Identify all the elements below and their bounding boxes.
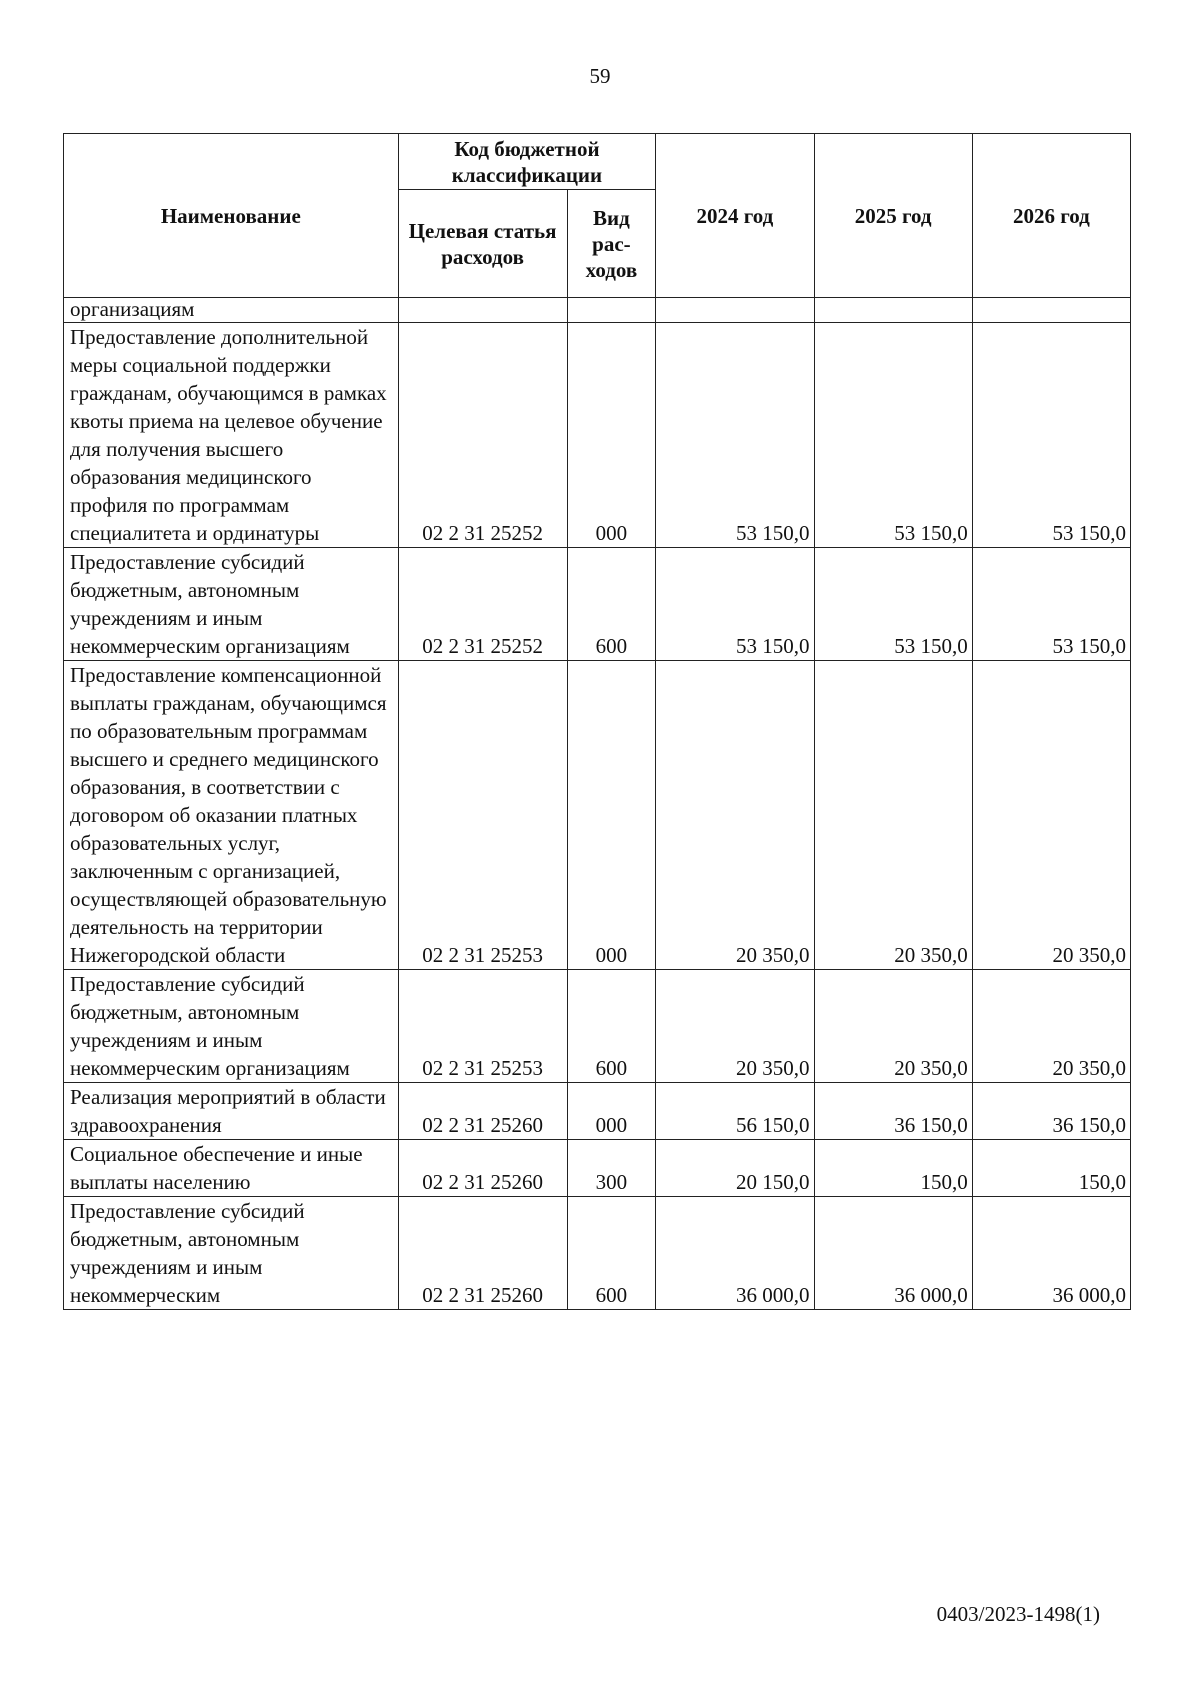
- row-2024: [656, 298, 814, 323]
- row-2026: 20 350,0: [972, 661, 1130, 970]
- row-2026: 36 000,0: [972, 1197, 1130, 1310]
- row-2024: 53 150,0: [656, 323, 814, 548]
- row-code: 02 2 31 25253: [398, 970, 567, 1083]
- row-code: 02 2 31 25252: [398, 323, 567, 548]
- row-2025: 36 000,0: [814, 1197, 972, 1310]
- document-code: 0403/2023-1498(1): [936, 1602, 1100, 1626]
- row-name: Предоставление субсидий бюджетным, автономным учреждениям и иным некоммерческим организациям: [64, 970, 399, 1083]
- header-year-2026: 2026 год: [972, 134, 1130, 298]
- row-2024: 20 350,0: [656, 970, 814, 1083]
- table-row: [64, 1197, 1131, 1310]
- row-2026: 20 350,0: [972, 970, 1130, 1083]
- row-kind: [567, 298, 656, 323]
- header-expense-kind: Вид рас- ходов: [567, 190, 656, 298]
- row-code: 02 2 31 25252: [398, 548, 567, 661]
- table-row: [64, 661, 1131, 970]
- table-row: [64, 1140, 1131, 1197]
- header-name: Наименование: [64, 134, 399, 298]
- row-2025: 150,0: [814, 1140, 972, 1197]
- row-2024: 20 350,0: [656, 661, 814, 970]
- row-kind: 600: [567, 970, 656, 1083]
- budget-table: [63, 133, 1131, 1310]
- row-2025: 20 350,0: [814, 661, 972, 970]
- table-row: [64, 970, 1131, 1083]
- row-name: Предоставление субсидий бюджетным, автономным учреждениям и иным некоммерческим: [64, 1197, 399, 1310]
- row-code: 02 2 31 25260: [398, 1140, 567, 1197]
- row-2026: 36 150,0: [972, 1083, 1130, 1140]
- row-kind: 600: [567, 548, 656, 661]
- row-name: Предоставление компенсационной выплаты гражданам, обучающимся по образовательным программам высшего и среднего медицинского образования, в соответствии с договором об оказании платных образовательных услуг, заключенным с организацией, осуществляющей образовательную деятельность на территории Нижегородской области: [64, 661, 399, 970]
- table-row: [64, 548, 1131, 661]
- header-year-2024: 2024 год: [656, 134, 814, 298]
- row-name: организациям: [64, 298, 399, 323]
- row-kind: 000: [567, 1083, 656, 1140]
- row-2024: 56 150,0: [656, 1083, 814, 1140]
- row-kind: 300: [567, 1140, 656, 1197]
- row-2026: 53 150,0: [972, 548, 1130, 661]
- row-kind: 600: [567, 1197, 656, 1310]
- row-2026: 53 150,0: [972, 323, 1130, 548]
- row-2024: 20 150,0: [656, 1140, 814, 1197]
- row-2025: 36 150,0: [814, 1083, 972, 1140]
- row-code: 02 2 31 25253: [398, 661, 567, 970]
- row-2024: 36 000,0: [656, 1197, 814, 1310]
- table-row: [64, 1083, 1131, 1140]
- row-2025: 20 350,0: [814, 970, 972, 1083]
- header-target-article: Целевая статья расходов: [398, 190, 567, 298]
- header-code-group: Код бюджетной классификации: [398, 134, 656, 190]
- row-name: Социальное обеспечение и иные выплаты населению: [64, 1140, 399, 1197]
- row-kind: 000: [567, 661, 656, 970]
- row-name: Реализация мероприятий в области здравоохранения: [64, 1083, 399, 1140]
- row-2026: [972, 298, 1130, 323]
- page-number: 59: [589, 64, 611, 88]
- row-2025: [814, 298, 972, 323]
- row-2025: 53 150,0: [814, 548, 972, 661]
- row-name: Предоставление дополнительной меры социальной поддержки гражданам, обучающимся в рамках квоты приема на целевое обучение для получения высшего образования медицинского профиля по программам специалитета и ординатуры: [64, 323, 399, 548]
- row-2024: 53 150,0: [656, 548, 814, 661]
- row-code: 02 2 31 25260: [398, 1083, 567, 1140]
- row-kind: 000: [567, 323, 656, 548]
- table-row: [64, 298, 1131, 323]
- row-name: Предоставление субсидий бюджетным, автономным учреждениям и иным некоммерческим организациям: [64, 548, 399, 661]
- row-2025: 53 150,0: [814, 323, 972, 548]
- row-code: [398, 298, 567, 323]
- row-code: 02 2 31 25260: [398, 1197, 567, 1310]
- header-year-2025: 2025 год: [814, 134, 972, 298]
- table-row: [64, 323, 1131, 548]
- row-2026: 150,0: [972, 1140, 1130, 1197]
